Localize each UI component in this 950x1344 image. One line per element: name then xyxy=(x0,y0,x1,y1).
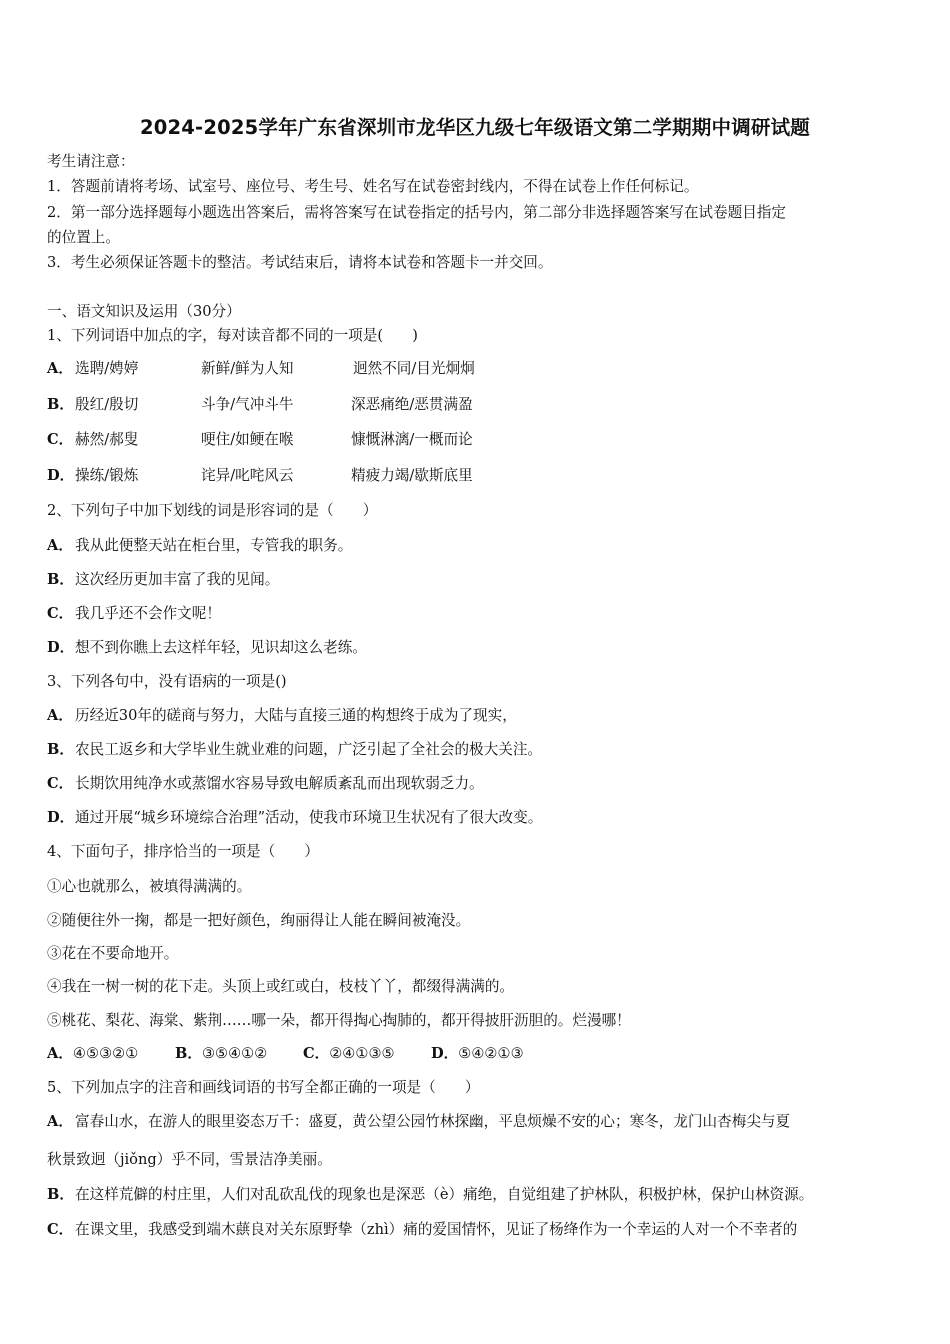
q1-option-d[interactable] xyxy=(47,466,473,486)
q1-option-c[interactable] xyxy=(47,430,473,450)
q4-option-a[interactable] xyxy=(47,1044,175,1064)
option-text: 通过开展“城乡环境综合治理”活动，使我市环境卫生状况有了很大改变。 xyxy=(75,809,543,826)
option-text: 长期饮用纯净水或蒸馏水容易导致电解质紊乱而出现软弱乏力。 xyxy=(75,775,484,792)
option-text: ⑤④②①③ xyxy=(458,1045,524,1062)
q4-sentence-5: ⑤桃花、梨花、海棠、紫荆……哪一朵，都开得掏心掏肺的，都开得披肝沥胆的。烂漫哪！ xyxy=(47,1012,631,1029)
page-title: 2024-2025学年广东省深圳市龙华区九级七年级语文第二学期期中调研试题 xyxy=(139,116,811,139)
q4-sentence-2: ②随便往外一掬，都是一把好颜色，绚丽得让人能在瞬间被淹没。 xyxy=(47,912,471,929)
option-text: ③⑤④①② xyxy=(201,1045,268,1062)
notice-item-2-cont: 的位置上。 xyxy=(47,229,120,246)
option-label: C． xyxy=(47,1221,74,1238)
q5-option-c[interactable] xyxy=(47,1220,797,1240)
option-text: 想不到你瞧上去这样年轻，见识却这么老练。 xyxy=(75,639,367,656)
option-text: 历经近30年的磋商与努力，大陆与直接三通的构想终于成为了现实， xyxy=(75,707,517,724)
notice-item-3: 3．考生必须保证答题卡的整洁。考试结束后，请将本试卷和答题卡一并交回。 xyxy=(47,254,553,271)
q3-option-a[interactable] xyxy=(47,706,517,726)
word-pair: 新鲜/鲜为人知 xyxy=(201,360,294,377)
q1-stem: 1、下列词语中加点的字，每对读音都不同的一项是( ) xyxy=(47,327,418,344)
word-pair: 精疲力竭/歇斯底里 xyxy=(351,467,473,484)
option-label: C． xyxy=(47,431,74,448)
q5-option-a[interactable] xyxy=(47,1112,790,1132)
q4-sentence-4: ④我在一树一树的花下走。头顶上或红或白，枝枝丫丫，都缀得满满的。 xyxy=(47,978,515,995)
q4-option-b[interactable] xyxy=(175,1044,303,1064)
word-pair: 殷红/殷切 xyxy=(75,396,139,413)
option-label: C． xyxy=(303,1045,330,1062)
word-pair: 深恶痛绝/恶贯满盈 xyxy=(351,396,473,413)
word-pair: 慷慨淋漓/一概而论 xyxy=(351,431,473,448)
option-label: D． xyxy=(47,809,75,826)
option-label: A． xyxy=(47,1045,73,1062)
q4-options xyxy=(47,1044,524,1064)
q2-option-b[interactable] xyxy=(47,570,279,590)
option-label: B． xyxy=(47,741,74,758)
word-pair: 诧异/叱咤风云 xyxy=(201,467,294,484)
notice-item-1: 1．答题前请将考场、试室号、座位号、考生号、姓名写在试卷密封线内，不得在试卷上作任何标记。 xyxy=(47,178,699,195)
option-text: 这次经历更加丰富了我的见闻。 xyxy=(75,571,280,588)
option-text: 我从此便整天站在柜台里，专管我的职务。 xyxy=(75,537,353,554)
option-label: B． xyxy=(47,1186,74,1203)
word-pair: 哽住/如鲠在喉 xyxy=(201,431,294,448)
word-pair: 赫然/郝叟 xyxy=(75,431,139,448)
q4-option-c[interactable] xyxy=(303,1044,431,1064)
q5-option-b[interactable] xyxy=(47,1185,813,1205)
option-label: C． xyxy=(47,605,74,622)
option-text: 在课文里，我感受到端木蕻良对关东原野挚（zhì）痛的爱国情怀，见证了杨绛作为一个幸运的人对一个不幸者的 xyxy=(75,1221,798,1238)
q3-option-b[interactable] xyxy=(47,740,542,760)
option-label: D． xyxy=(47,639,75,656)
option-label: A． xyxy=(47,537,73,554)
option-text: 富春山水，在游人的眼里姿态万千：盛夏，黄公望公园竹林探幽，平息烦燥不安的心；寒冬，龙门山杏梅尖与夏 xyxy=(75,1113,791,1130)
word-pair: 选聘/娉婷 xyxy=(75,360,139,377)
q4-option-d[interactable] xyxy=(431,1044,524,1064)
notice-heading: 考生请注意： xyxy=(47,153,135,170)
option-text: 在这样荒僻的村庄里，人们对乱砍乱伐的现象也是深恶（è）痛绝，自觉组建了护林队，积极护林，保护山林资源。 xyxy=(75,1186,814,1203)
word-pair: 迥然不同/目光炯炯 xyxy=(353,360,475,377)
word-pair: 斗争/气冲斗牛 xyxy=(201,396,294,413)
word-pair: 操练/锻炼 xyxy=(75,467,139,484)
q1-option-a[interactable] xyxy=(47,359,475,379)
notice-item-2: 2．第一部分选择题每小题选出答案后，需将答案写在试卷指定的括号内，第二部分非选择题答案写在试卷题目指定 xyxy=(47,204,786,221)
option-text: ②④①③⑤ xyxy=(329,1045,395,1062)
option-text: ④⑤③②① xyxy=(72,1045,139,1062)
section-heading: 一、语文知识及运用（30分） xyxy=(47,303,241,320)
q5-option-a-cont: 秋景致迥（jiǒng）乎不同，雪景洁净美丽。 xyxy=(47,1151,332,1168)
q4-sentence-3: ③花在不要命地开。 xyxy=(47,945,179,962)
q5-stem: 5、下列加点字的注音和画线词语的书写全都正确的一项是（ ） xyxy=(47,1079,480,1096)
option-text: 农民工返乡和大学毕业生就业难的问题，广泛引起了全社会的极大关注。 xyxy=(75,741,543,758)
q2-option-c[interactable] xyxy=(47,604,221,624)
q3-stem: 3、下列各句中，没有语病的一项是() xyxy=(47,673,287,690)
q3-option-c[interactable] xyxy=(47,774,484,794)
q4-sentence-1: ①心也就那么，被填得满满的。 xyxy=(47,878,252,895)
q2-option-a[interactable] xyxy=(47,536,352,556)
option-label: D． xyxy=(47,467,75,484)
option-label: C． xyxy=(47,775,74,792)
option-label: B． xyxy=(47,396,74,413)
option-label: B． xyxy=(175,1045,202,1062)
q4-stem: 4、下面句子，排序恰当的一项是（ ） xyxy=(47,843,319,860)
option-label: D． xyxy=(431,1045,459,1062)
option-label: B． xyxy=(47,571,74,588)
option-text: 我几乎还不会作文呢！ xyxy=(75,605,221,622)
q3-option-d[interactable] xyxy=(47,808,542,828)
q2-option-d[interactable] xyxy=(47,638,367,658)
q2-stem: 2、下列句子中加下划线的词是形容词的是（ ） xyxy=(47,502,378,519)
option-label: A． xyxy=(47,1113,73,1130)
option-label: A． xyxy=(47,360,73,377)
q1-option-b[interactable] xyxy=(47,395,473,415)
option-label: A． xyxy=(47,707,73,724)
